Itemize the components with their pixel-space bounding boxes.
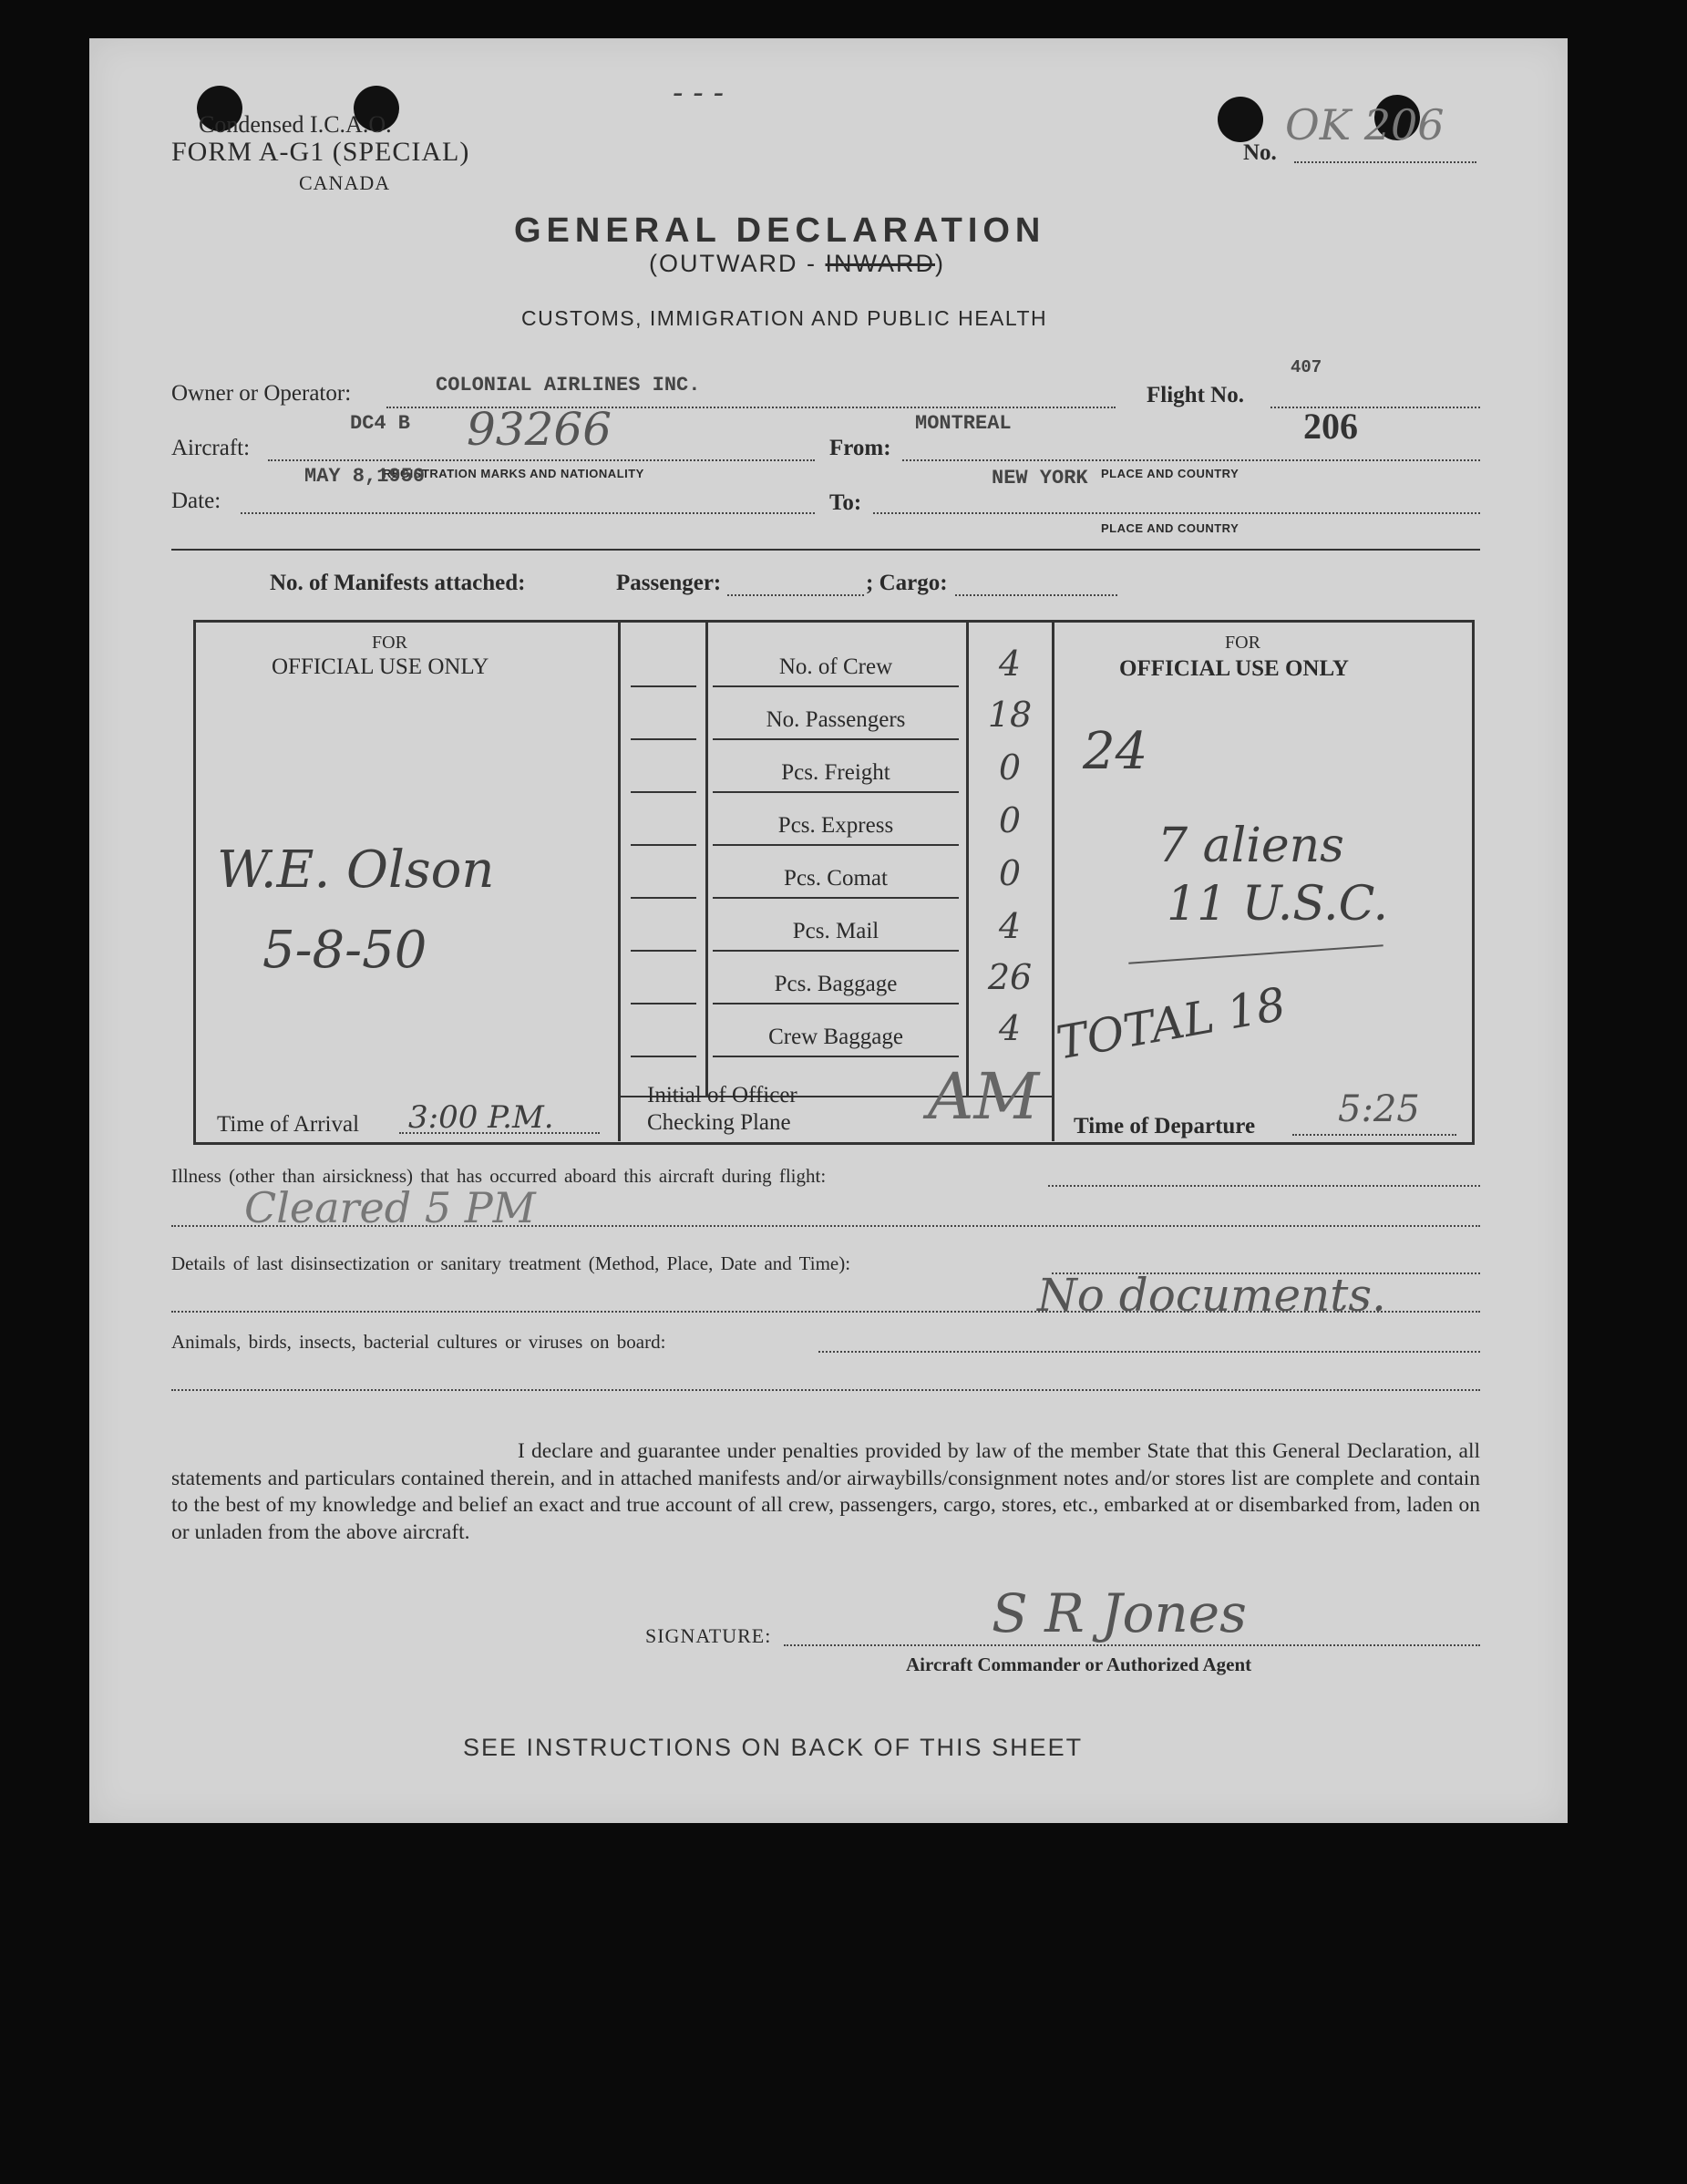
code-rule — [631, 738, 696, 740]
owner-value: COLONIAL AIRLINES INC. — [436, 374, 701, 397]
code-rule — [631, 1056, 696, 1057]
row-label-crew-baggage: Crew Baggage — [768, 1025, 903, 1049]
row-label-freight: Pcs. Freight — [781, 760, 890, 785]
table-divider-4 — [1052, 620, 1054, 1141]
number-label: No. — [1243, 140, 1277, 165]
row-label-baggage: Pcs. Baggage — [774, 972, 898, 996]
aircraft-line — [268, 459, 815, 461]
row-rule — [713, 791, 959, 793]
disinsect-note: No documents. — [1037, 1269, 1386, 1322]
aircraft-caption: REGISTRATION MARKS AND NATIONALITY — [383, 467, 644, 480]
date-line — [241, 512, 815, 514]
right-official-label: OFFICIAL USE ONLY — [1119, 656, 1349, 681]
left-official-label: OFFICIAL USE ONLY — [272, 654, 489, 679]
flight-typed: 407 — [1291, 357, 1322, 377]
header-divider — [171, 549, 1480, 551]
signature-value: S R Jones — [992, 1582, 1247, 1644]
initial-officer-line1: Initial of Officer — [647, 1083, 797, 1107]
right-official-total: TOTAL 18 — [1052, 977, 1290, 1070]
date-value: MAY 8,1950 — [304, 465, 426, 488]
form-title: GENERAL DECLARATION — [514, 211, 1046, 250]
arrival-value: 3:00 P.M. — [408, 1099, 554, 1136]
animals-label: Animals, birds, insects, bacterial cultures or viruses on board: — [171, 1331, 666, 1353]
illness-label: Illness (other than airsickness) that has occurred aboard this aircraft during flight: — [171, 1165, 827, 1187]
number-value: OK 206 — [1285, 100, 1445, 149]
arrival-label: Time of Arrival — [217, 1112, 360, 1137]
table-divider-3 — [966, 620, 969, 1096]
number-line — [1294, 161, 1476, 163]
right-official-note-2: 7 aliens — [1157, 819, 1344, 873]
form-sheet — [89, 38, 1568, 1823]
initial-officer-line2: Checking Plane — [647, 1110, 791, 1135]
departure-label: Time of Departure — [1074, 1114, 1256, 1138]
owner-label: Owner or Operator: — [171, 381, 352, 406]
right-for-label: FOR — [1225, 633, 1260, 653]
row-label-crew: No. of Crew — [778, 654, 893, 679]
signature-line — [784, 1644, 1480, 1646]
table-divider-2 — [705, 620, 708, 1096]
signature-label: SIGNATURE: — [645, 1624, 772, 1647]
flight-value: 206 — [1303, 406, 1358, 447]
count-crew-baggage: 4 — [998, 1008, 1022, 1048]
declaration-text: I declare and guarantee under penalties provided by law of the member State that this General Declaration, all statements and particulars contained therein, and in attached manifests and/or airwaybills/consignment notes and/or stores list are complete and contain to the best of my knowledge and belief an exact and true account of all crew, passengers, cargo, stores, etc., embarked at or disembarked from, laden on or unladen from the above aircraft. — [171, 1439, 1480, 1544]
top-scribble: - - - — [673, 75, 725, 111]
row-rule — [713, 738, 959, 740]
manifest-cargo-label: ; Cargo: — [866, 571, 948, 595]
right-official-note-1: 24 — [1083, 722, 1148, 781]
count-express: 0 — [998, 800, 1022, 840]
row-rule — [713, 844, 959, 846]
count-baggage: 26 — [987, 957, 1033, 997]
row-label-express: Pcs. Express — [777, 813, 894, 838]
code-rule — [631, 685, 696, 687]
row-rule — [713, 950, 959, 952]
illness-note: Cleared 5 PM — [244, 1183, 536, 1232]
from-value: MONTREAL — [915, 412, 1012, 435]
code-rule — [631, 791, 696, 793]
signature-caption: Aircraft Commander or Authorized Agent — [906, 1653, 1252, 1675]
count-mail: 4 — [998, 906, 1022, 946]
left-official-note-1: W.E. Olson — [217, 840, 495, 900]
direction-outward: OUTWARD - — [659, 250, 817, 277]
aircraft-registration: 93266 — [467, 403, 612, 456]
code-rule — [631, 844, 696, 846]
manifest-cargo-line — [955, 594, 1117, 596]
direction-inward: INWARD — [825, 250, 935, 277]
count-comat: 0 — [998, 853, 1022, 893]
manifests-label: No. of Manifests attached: — [270, 571, 526, 595]
illness-line-1 — [1048, 1185, 1480, 1187]
count-crew: 4 — [998, 644, 1022, 684]
left-for-label: FOR — [372, 633, 407, 653]
animals-line-2 — [171, 1389, 1480, 1391]
row-label-passengers: No. Passengers — [766, 707, 906, 732]
row-label-comat: Pcs. Comat — [784, 866, 888, 891]
row-rule — [713, 1003, 959, 1004]
row-rule — [713, 1056, 959, 1057]
right-official-note-3: 11 U.S.C. — [1167, 877, 1389, 932]
count-passengers: 18 — [987, 695, 1033, 735]
flight-label: Flight No. — [1147, 383, 1244, 407]
manifest-passenger-label: Passenger: — [616, 571, 722, 595]
row-label-mail: Pcs. Mail — [792, 919, 880, 943]
form-subtitle: CUSTOMS, IMMIGRATION AND PUBLIC HEALTH — [521, 306, 1048, 330]
date-label: Date: — [171, 489, 221, 513]
form-header-line2: FORM A-G1 (SPECIAL) — [171, 137, 470, 167]
row-rule — [713, 685, 959, 687]
to-label: To: — [829, 490, 862, 515]
officer-initials: AM — [928, 1059, 1040, 1134]
aircraft-label: Aircraft: — [171, 436, 251, 460]
from-label: From: — [829, 436, 891, 460]
to-line — [873, 512, 1480, 514]
punch-hole-right-1 — [1218, 97, 1263, 142]
count-freight: 0 — [998, 747, 1022, 788]
aircraft-type: DC4 B — [350, 412, 411, 435]
form-header-line3: CANADA — [299, 171, 391, 194]
to-caption: PLACE AND COUNTRY — [1101, 521, 1240, 535]
code-rule — [631, 950, 696, 952]
left-official-note-2: 5-8-50 — [262, 921, 427, 980]
form-header-line1: Condensed I.C.A.O. — [199, 111, 392, 138]
direction-paren-close: ) — [935, 250, 945, 277]
direction-paren-open: ( — [649, 250, 659, 277]
flight-line — [1270, 407, 1480, 408]
departure-value: 5:25 — [1338, 1088, 1420, 1130]
from-caption: PLACE AND COUNTRY — [1101, 467, 1240, 480]
animals-line-1 — [818, 1351, 1480, 1353]
table-divider-1 — [618, 620, 621, 1141]
to-value: NEW YORK — [992, 467, 1088, 489]
code-rule — [631, 1003, 696, 1004]
from-line — [902, 459, 1480, 461]
departure-line — [1292, 1134, 1456, 1136]
manifest-passenger-line — [727, 594, 864, 596]
row-rule — [713, 897, 959, 899]
disinsect-label: Details of last disinsectization or sanitary treatment (Method, Place, Date and Time): — [171, 1252, 851, 1274]
footer-instructions: SEE INSTRUCTIONS ON BACK OF THIS SHEET — [463, 1734, 1084, 1761]
code-rule — [631, 897, 696, 899]
form-direction — [649, 250, 945, 278]
